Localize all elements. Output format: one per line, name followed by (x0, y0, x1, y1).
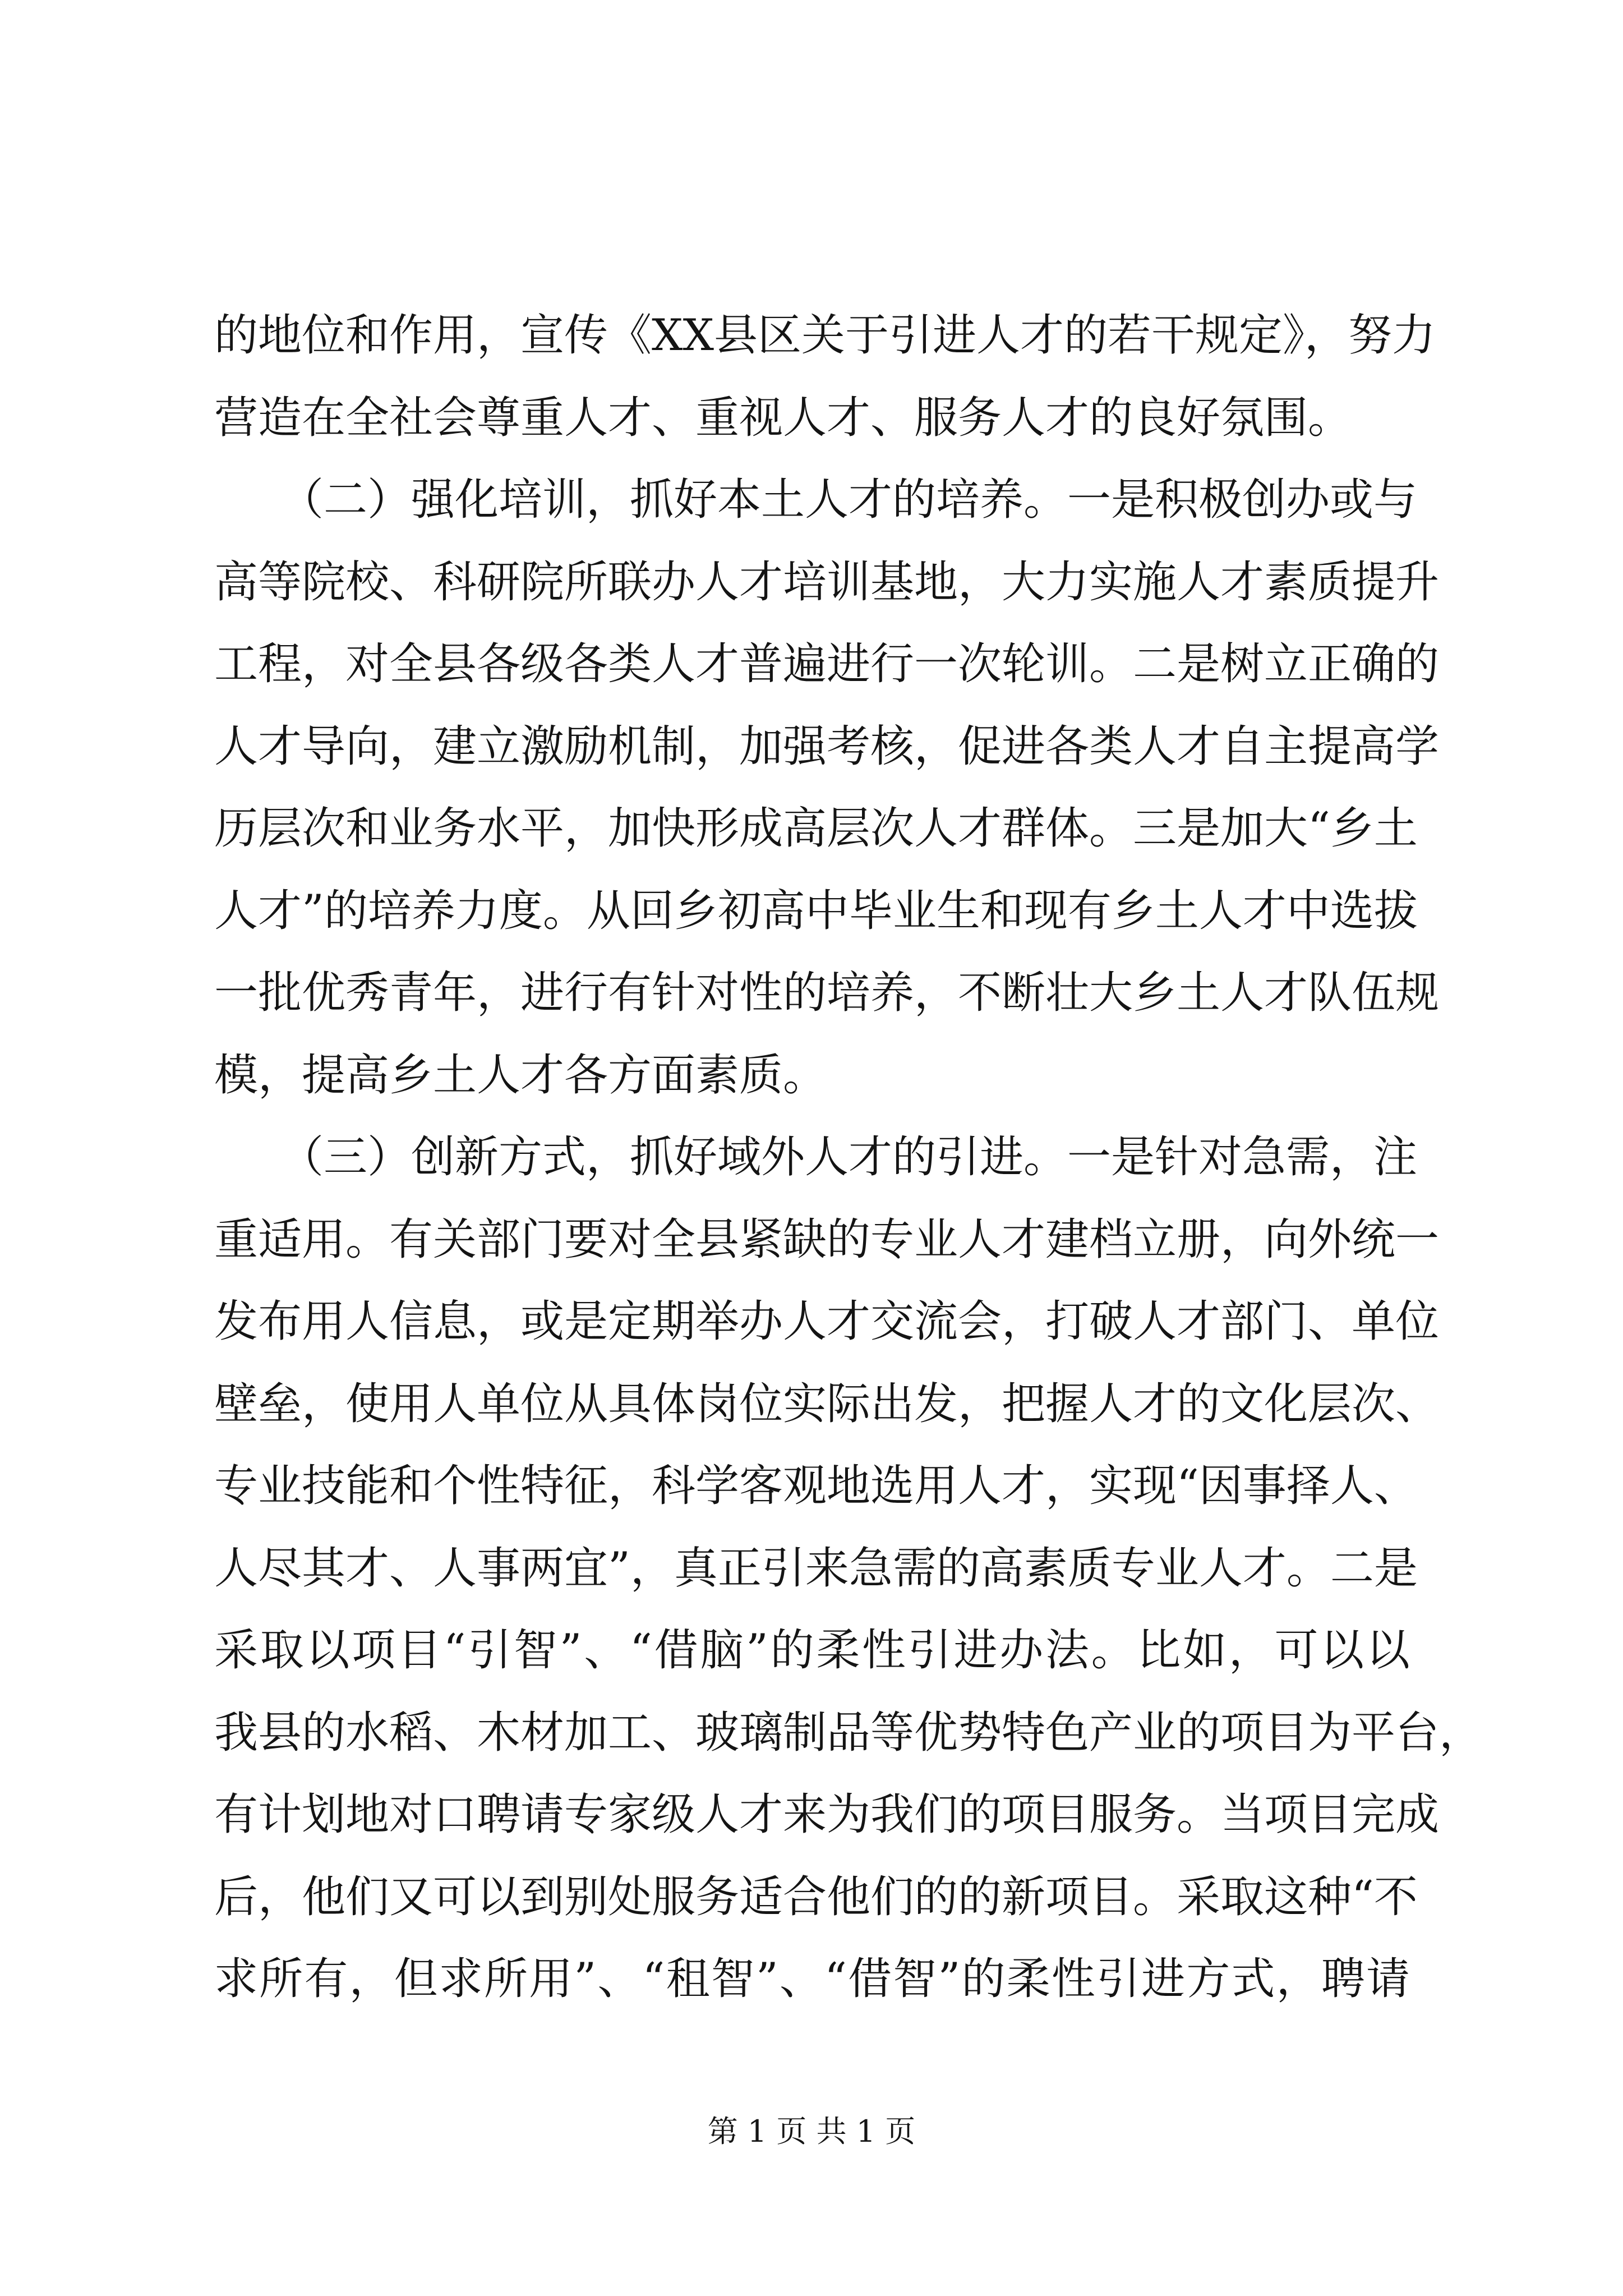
text-line: 求所有，但求所用”、“租智”、“借智”的柔性引进方式，聘请 (214, 1954, 1410, 2004)
text-line: （三）创新方式，抓好域外人才的引进。一是针对急需，注 (214, 1132, 1418, 1182)
text-line: 高等院校、科研院所联办人才培训基地，大力实施人才素质提升 (214, 556, 1440, 608)
text-line: 发布用人信息，或是定期举办人才交流会，打破人才部门、单位 (214, 1296, 1440, 1347)
text-line: 我县的水稻、木材加工、玻璃制品等优势特色产业的项目为平台， (214, 1707, 1483, 1758)
text-line: 壁垒，使用人单位从具体岗位实际出发，把握人才的文化层次、 (214, 1378, 1440, 1429)
body-text (214, 295, 1483, 2021)
text-line: 专业技能和个性特征，科学客观地选用人才，实现“因事择人、 (214, 1461, 1418, 1511)
text-line: 采取以项目“引智”、“借脑”的柔性引进办法。比如，可以以 (214, 1625, 1410, 1676)
text-line: 重适用。有关部门要对全县紧缺的专业人才建档立册，向外统一 (214, 1214, 1440, 1265)
page-footer: 第 1 页 共 1 页 (707, 2114, 916, 2149)
text-line: （二）强化培训，抓好本土人才的培养。一是积极创办或与 (214, 475, 1418, 525)
text-line: 历层次和业务水平，加快形成高层次人才群体。三是加大“乡土 (214, 803, 1418, 854)
text-line: 人才”的培养力度。从回乡初高中毕业生和现有乡土人才中选拔 (214, 885, 1418, 936)
text-line: 人才导向，建立激励机制，加强考核，促进各类人才自主提高学 (214, 721, 1440, 772)
text-line: 的地位和作用，宣传《XX县区关于引进人才的若干规定》，努力 (214, 310, 1436, 361)
text-line: 营造在全社会尊重人才、重视人才、服务人才的良好氛围。 (214, 392, 1352, 443)
text-line: 工程，对全县各级各类人才普遍进行一次轮训。二是树立正确的 (214, 639, 1440, 689)
text-line: 后，他们又可以到别处服务适合他们的的新项目。采取这种“不 (214, 1871, 1418, 1922)
text-line: 一批优秀青年，进行有针对性的培养，不断壮大乡土人才队伍规 (214, 968, 1440, 1018)
text-line: 模，提高乡土人才各方面素质。 (214, 1050, 827, 1101)
text-line: 有计划地对口聘请专家级人才来为我们的项目服务。当项目完成 (214, 1789, 1440, 1840)
text-line: 人尽其才、人事两宜”，真正引来急需的高素质专业人才。二是 (214, 1543, 1418, 1594)
